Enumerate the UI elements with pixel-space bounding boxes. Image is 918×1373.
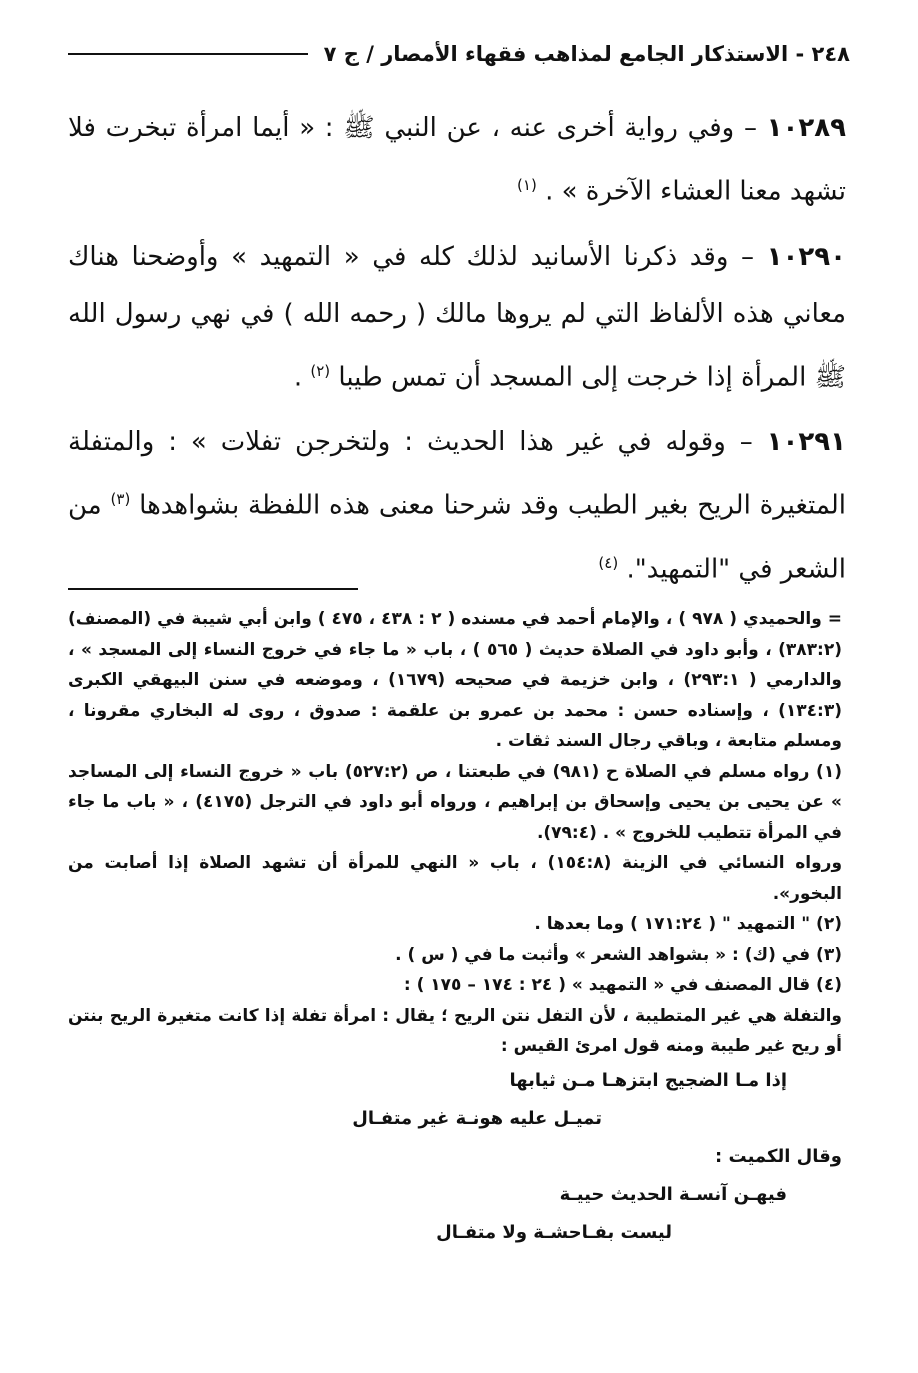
footnote-2: (٢) " التمهيد " ( ١٧١:٢٤ ) وما بعدها . (534, 914, 842, 934)
paragraph-text: – وقد ذكرنا الأسانيد لذلك كله في « التمهيد » وأوضحنا هناك معاني هذه الألفاظ التي لم يروها مالك ( رحمه الله ) في نهي رسول الله ﷺ المرأة إذا خرجت إلى المسجد أن تمس طيبا (68, 241, 846, 393)
paragraph-number: ١٠٢٨٩ (766, 113, 847, 143)
paragraph-10290 (68, 229, 846, 407)
verse-line: فيهـن آنسـة الحديث حييـة (559, 1183, 787, 1205)
paragraph-number: ١٠٢٩٠ (766, 241, 846, 272)
paragraph-10291 (68, 414, 846, 598)
footnote-ref: (٣) (110, 490, 131, 509)
footnote-ref: (١) (517, 176, 537, 194)
footnote-4: (٤) قال المصنف في « التمهيد » ( ٢٤ : ١٧٤ – ١٧٥ ) : (403, 975, 842, 995)
footnote-1: (١) رواه مسلم في الصلاة ح (٩٨١) في طبعتنا ، ص (٥٢٧:٢) باب « خروج النساء إلى المساجد » عن يحيى بن يحيى وإسحاق بن إبراهيم ، ورواه أبو داود في الترجل (٤١٧٥) ، « باب ما جاء في المرأة تتطيب للخروج » . (٧٩:٤). (68, 761, 842, 843)
verse-line: ليست بفـاحشـة ولا متفـال (436, 1221, 672, 1243)
paragraph-text-continued: من الشعر في "التمهيد". (68, 490, 846, 585)
footnote-separator (68, 588, 358, 590)
running-header (68, 34, 850, 74)
header-rule (68, 53, 308, 55)
footnote-4-text: والتفلة هي غير المتطيبة ، لأن التفل نتن الريح ؛ يقال : امرأة تفلة إذا كانت متغيرة الريح بنتن أو ريح غير طيبة ومنه قول امرئ القيس : (68, 1005, 842, 1056)
verse-line: تميـل عليه هونـة غير متفـال (352, 1107, 602, 1129)
paragraph-text: – وقوله في غير هذا الحديث : ولتخرجن تفلات » : والمتفلة المتغيرة الريح بغير الطيب وقد شرحنا معنى هذه اللفظة بشواهدها (68, 427, 847, 521)
footnote-ref: (٤) (598, 553, 619, 572)
paragraph-number: ١٠٢٩١ (766, 427, 847, 458)
footnote-3: (٣) في (ك) : « بشواهد الشعر » وأثبت ما في ( س ) . (395, 944, 842, 965)
paragraph-text: – وفي رواية أخرى عنه ، عن النبي ﷺ : « أيما امرأة تبخرت فلا تشهد معنا العشاء الآخرة » . (68, 113, 846, 207)
footnote-1-continued: ورواه النسائي في الزينة (١٥٤:٨) ، باب « النهي للمرأة أن تشهد الصلاة إذا أصابت من البخور». (68, 853, 843, 904)
main-text (68, 100, 846, 607)
verse-line: إذا مـا الضجيج ابتزهـا مـن ثيابها (509, 1069, 787, 1091)
footnote-ref: (٢) (310, 361, 331, 380)
verse-intro: وقال الكميت : (715, 1145, 842, 1167)
paragraph-10289 (68, 100, 846, 221)
footnotes (68, 604, 842, 1252)
page-header-title: ٢٤٨ - الاستذكار الجامع لمذاهب فقهاء الأمصار / ج ٧ (323, 42, 850, 66)
footnote-continued: = والحميدي ( ٩٧٨ ) ، والإمام أحمد في مسنده ( ٢ : ٤٣٨ ، ٤٧٥ ) وابن أبي شيبة في (المصنف) (٣٨٣:٢) ، وأبو داود في الصلاة حديث ( ٥٦٥ ) ، باب « ما جاء في خروج النساء إلى المسجد » ، والدارمي ( ٢٩٣:١) ، وابن خزيمة في صحيحه (١٦٧٩) ، وموضعه في سنن البيهقي الكبرى (١٣٤:٣) ، وإسناده حسن : محمد بن عمرو بن علقمة : صدوق ، روى له البخاري مقرونا ، ومسلم متابعة ، وباقي رجال السند ثقات . (68, 609, 843, 751)
paragraph-tail: . (293, 362, 303, 393)
